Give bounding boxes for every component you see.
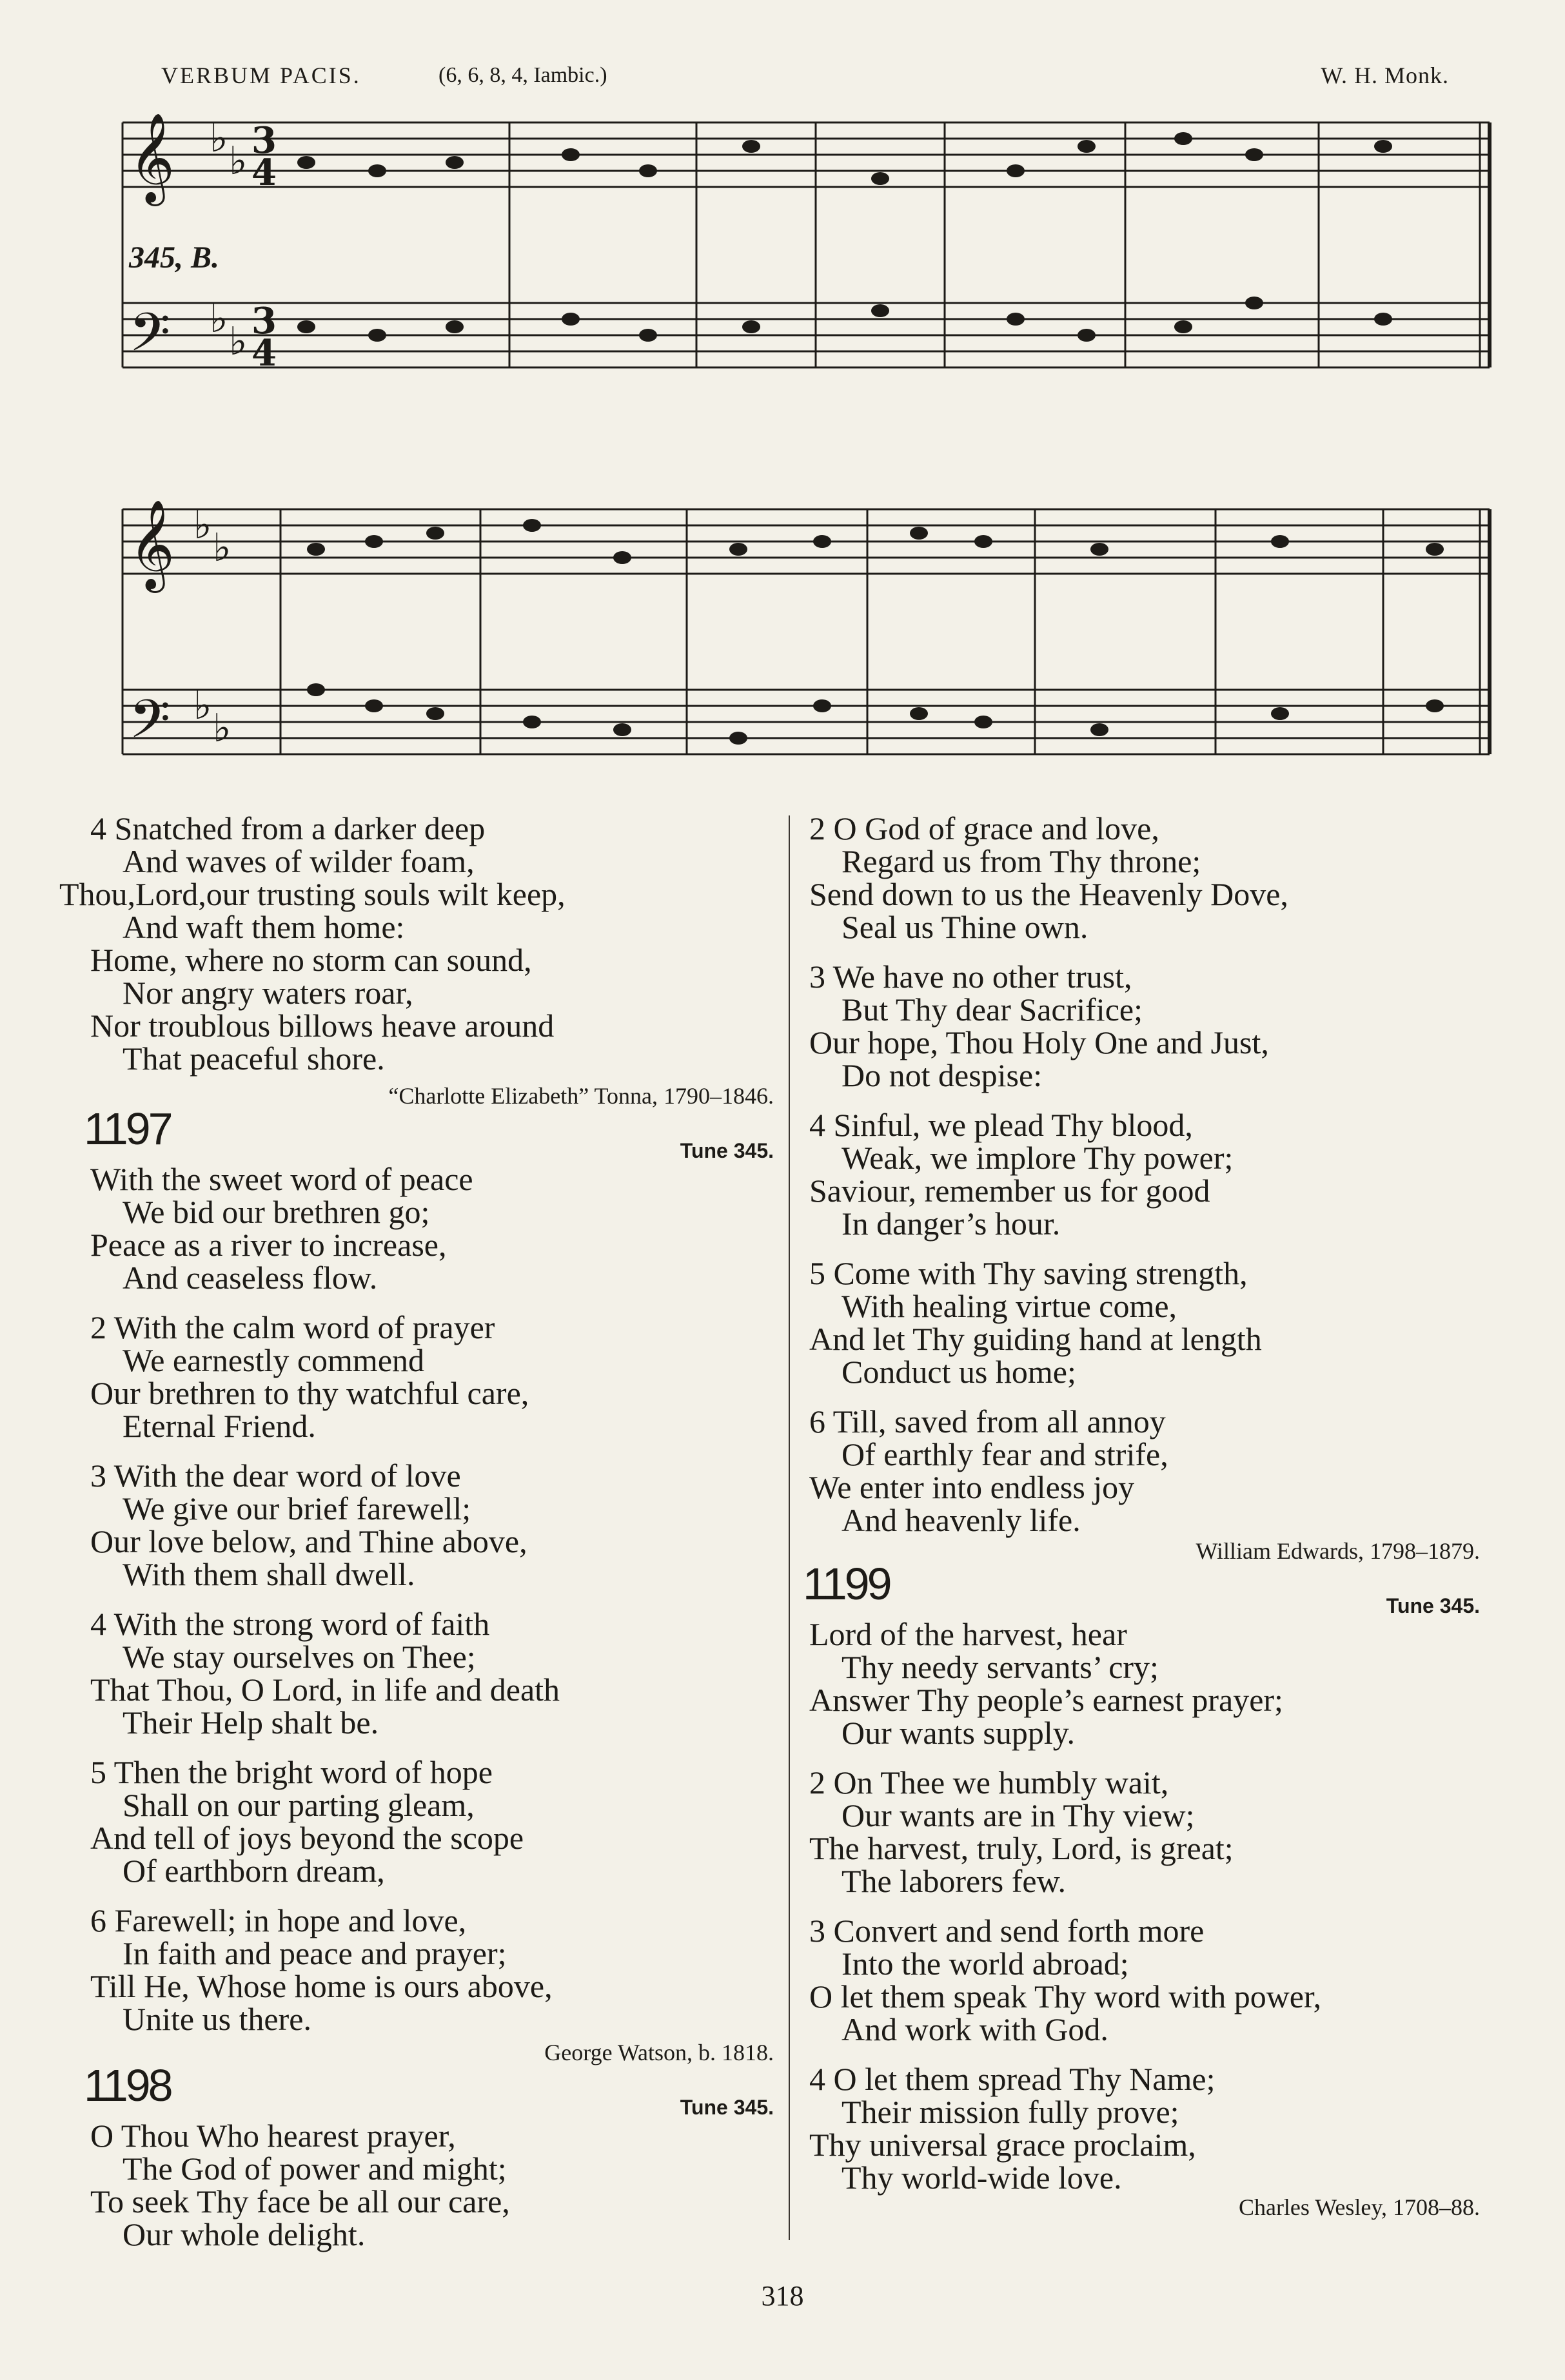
- tune-number: 345, B.: [129, 240, 220, 275]
- stanza: [90, 1756, 774, 1887]
- svg-text:3: 3: [251, 300, 277, 342]
- verse-line: We earnestly commend: [123, 1342, 425, 1378]
- verse-line: 3 Convert and send forth more: [809, 1913, 1205, 1949]
- verse-line: Our whole delight.: [123, 2216, 366, 2252]
- verse-line: 4 With the strong word of faith: [90, 1606, 490, 1642]
- stanza: [90, 1163, 774, 1294]
- stanza: [809, 1915, 1480, 2046]
- svg-text:𝄞: 𝄞: [129, 500, 175, 589]
- verse-line: Saviour, remember us for good: [809, 1173, 1210, 1209]
- verse-line: O let them speak Thy word with power,: [809, 1978, 1322, 2014]
- verse-line: Thy needy servants’ cry;: [842, 1649, 1159, 1685]
- verse-line: But Thy dear Sacrifice;: [842, 991, 1143, 1028]
- verse-line: Into the world abroad;: [842, 1946, 1129, 1982]
- svg-text:♭: ♭: [229, 139, 248, 184]
- stanza: [90, 2120, 774, 2251]
- left-column: [59, 810, 774, 2268]
- author-attribution: Charles Wesley, 1708–88.: [1238, 2194, 1480, 2220]
- hymn-number: 1198: [84, 2060, 171, 2111]
- svg-text:♭: ♭: [229, 319, 248, 364]
- meter: (6, 6, 8, 4, Iambic.): [438, 63, 607, 87]
- verse-line: Their Help shalt be.: [123, 1704, 379, 1741]
- music-staff-system-2: [119, 480, 1493, 803]
- verse-line: 3 With the dear word of love: [90, 1458, 461, 1494]
- hymn-heading: [84, 2060, 774, 2120]
- svg-text:♭: ♭: [193, 503, 212, 548]
- svg-text:♭: ♭: [210, 116, 228, 161]
- verse-line: Till He, Whose home is ours above,: [90, 1968, 553, 2004]
- column-divider: [789, 815, 790, 2240]
- score-system-2: [119, 480, 1493, 803]
- stanza: [809, 1766, 1480, 1898]
- verse-line: We give our brief farewell;: [123, 1490, 471, 1527]
- author-attribution: William Edwards, 1798–1879.: [1196, 1538, 1480, 1564]
- verse-line: In faith and peace and prayer;: [123, 1935, 507, 1971]
- verse-line: Conduct us home;: [842, 1354, 1076, 1390]
- verse-line: And waves of wilder foam,: [123, 843, 475, 879]
- verse-line: With them shall dwell.: [123, 1556, 415, 1592]
- verse-line: With the sweet word of peace: [90, 1161, 473, 1197]
- music-staff-system-1: [119, 106, 1493, 442]
- verse-line: Our love below, and Thine above,: [90, 1523, 527, 1559]
- verse-line: Our wants are in Thy view;: [842, 1797, 1195, 1833]
- svg-text:4: 4: [251, 332, 277, 375]
- svg-text:3: 3: [251, 119, 277, 162]
- verse-line: 2 O God of grace and love,: [809, 810, 1159, 846]
- verse-line: Regard us from Thy throne;: [842, 843, 1201, 879]
- verse-line: Do not despise:: [842, 1057, 1043, 1093]
- stanza: [59, 810, 774, 1077]
- verse-line: Lord of the harvest, hear: [809, 1616, 1127, 1652]
- verse-line: The God of power and might;: [123, 2151, 507, 2187]
- verse-line: The harvest, truly, Lord, is great;: [809, 1830, 1234, 1866]
- verse-line: Our wants supply.: [842, 1715, 1076, 1751]
- tune-name: VERBUM PACIS.: [161, 63, 361, 88]
- verse-line: We enter into endless joy: [809, 1469, 1135, 1505]
- tune-reference: Tune 345.: [1386, 1594, 1480, 1617]
- verse-line: Our hope, Thou Holy One and Just,: [809, 1024, 1269, 1060]
- verse-line: Peace as a river to increase,: [90, 1227, 447, 1263]
- verse-line: That Thou, O Lord, in life and death: [90, 1672, 560, 1708]
- verse-line: That peaceful shore.: [123, 1040, 385, 1077]
- stanza: [809, 1405, 1480, 1537]
- verse-line: 6 Till, saved from all annoy: [809, 1403, 1166, 1439]
- hymn-heading: [84, 1104, 774, 1163]
- verse-line: Thou,Lord,our trusting souls wilt keep,: [59, 876, 566, 912]
- verse-line: In danger’s hour.: [842, 1205, 1061, 1242]
- verse-line: And work with God.: [842, 2011, 1108, 2047]
- svg-text:♭: ♭: [213, 706, 231, 751]
- score-system-1: [119, 106, 1493, 442]
- verse-line: Weak, we implore Thy power;: [842, 1140, 1234, 1176]
- verse-line: Nor angry waters roar,: [123, 975, 413, 1011]
- verse-line: And heavenly life.: [842, 1502, 1081, 1538]
- svg-text:♭: ♭: [213, 525, 231, 571]
- stanza: [809, 1257, 1480, 1389]
- stanza: [90, 1608, 774, 1739]
- verse-line: 2 On Thee we humbly wait,: [809, 1764, 1169, 1800]
- stanza: [90, 1311, 774, 1443]
- verse-line: 5 Then the bright word of hope: [90, 1754, 493, 1790]
- stanza: [90, 1459, 774, 1591]
- verse-line: And let Thy guiding hand at length: [809, 1321, 1262, 1357]
- stanza: [809, 961, 1480, 1092]
- right-column: [803, 810, 1480, 2224]
- verse-line: 4 O let them spread Thy Name;: [809, 2061, 1216, 2097]
- hymn-number: 1197: [84, 1104, 171, 1154]
- svg-text:♭: ♭: [193, 683, 212, 728]
- verse-line: 4 Snatched from a darker deep: [90, 810, 486, 846]
- hymn-heading: [803, 1559, 1480, 1618]
- author-attribution: George Watson, b. 1818.: [544, 2040, 774, 2065]
- verse-line: Our brethren to thy watchful care,: [90, 1375, 529, 1411]
- stanza: [809, 1109, 1480, 1240]
- stanza: [809, 1618, 1480, 1750]
- tune-reference: Tune 345.: [680, 2096, 774, 2119]
- verse-line: And waft them home:: [123, 909, 405, 945]
- verse-line: Eternal Friend.: [123, 1408, 316, 1444]
- verse-line: 3 We have no other trust,: [809, 959, 1132, 995]
- svg-text:♭: ♭: [210, 297, 228, 342]
- verse-line: Thy world-wide love.: [842, 2160, 1122, 2196]
- svg-text:𝄞: 𝄞: [129, 113, 175, 202]
- verse-line: Shall on our parting gleam,: [123, 1787, 475, 1823]
- svg-text:𝄢: 𝄢: [129, 688, 171, 763]
- verse-line: 2 With the calm word of prayer: [90, 1309, 495, 1345]
- verse-line: We bid our brethren go;: [123, 1194, 430, 1230]
- svg-text:4: 4: [251, 151, 277, 194]
- verse-line: Nor troublous billows heave around: [90, 1008, 555, 1044]
- svg-text:𝄢: 𝄢: [129, 301, 171, 376]
- verse-line: Of earthly fear and strife,: [842, 1436, 1168, 1472]
- verse-line: Seal us Thine own.: [842, 909, 1088, 945]
- verse-line: Unite us there.: [123, 2001, 311, 2037]
- verse-line: 5 Come with Thy saving strength,: [809, 1255, 1248, 1291]
- stanza: [90, 1904, 774, 2036]
- verse-line: We stay ourselves on Thee;: [123, 1639, 476, 1675]
- verse-line: And ceaseless flow.: [123, 1260, 378, 1296]
- verse-line: To seek Thy face be all our care,: [90, 2183, 510, 2219]
- tune-header: [161, 62, 1449, 94]
- verse-line: Send down to us the Heavenly Dove,: [809, 876, 1288, 912]
- verse-line: Home, where no storm can sound,: [90, 942, 532, 978]
- verse-line: Answer Thy people’s earnest prayer;: [809, 1682, 1283, 1718]
- verse-line: O Thou Who hearest prayer,: [90, 2118, 456, 2154]
- page-number: 318: [761, 2280, 804, 2312]
- verse-line: 6 Farewell; in hope and love,: [90, 1902, 467, 1938]
- composer: W. H. Monk.: [1321, 63, 1449, 88]
- verse-line: With healing virtue come,: [842, 1288, 1177, 1324]
- tune-reference: Tune 345.: [680, 1139, 774, 1162]
- verse-line: 4 Sinful, we plead Thy blood,: [809, 1107, 1193, 1143]
- verse-line: Of earthborn dream,: [123, 1853, 385, 1889]
- verse-line: The laborers few.: [842, 1863, 1066, 1899]
- stanza: [809, 2063, 1480, 2194]
- verse-line: Their mission fully prove;: [842, 2094, 1179, 2130]
- hymn-number: 1199: [803, 1559, 890, 1609]
- verse-line: Thy universal grace proclaim,: [809, 2127, 1196, 2163]
- stanza: [809, 812, 1480, 944]
- verse-line: And tell of joys beyond the scope: [90, 1820, 524, 1856]
- author-attribution: “Charlotte Elizabeth” Tonna, 1790–1846.: [388, 1083, 774, 1109]
